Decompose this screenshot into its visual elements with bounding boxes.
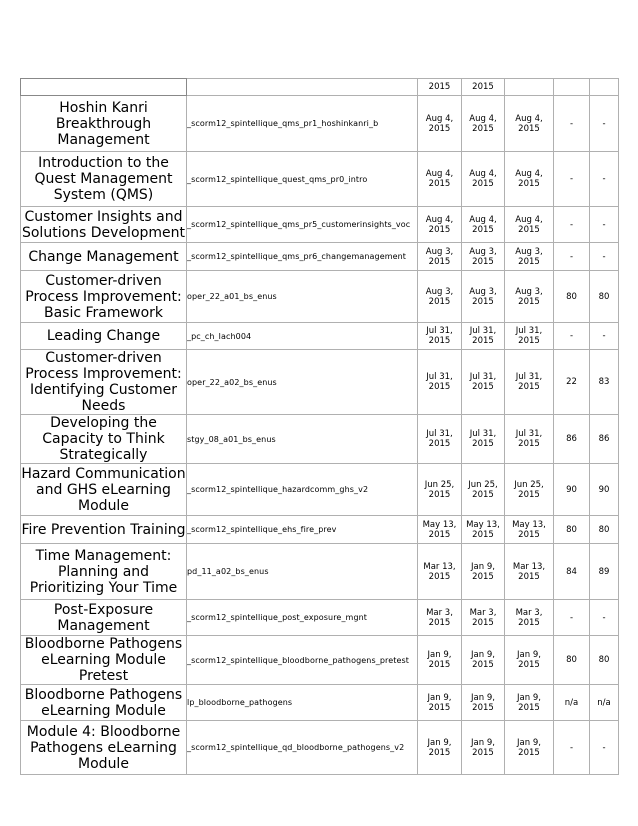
score-cell-2: - [590,600,619,636]
course-name-cell: Customer Insights and Solutions Development [21,208,186,241]
date-cell-2: Aug 3, 2015 [462,271,505,323]
course-code-cell: pd_11_a02_bs_enus [187,544,418,600]
score-cell-1: 84 [554,544,590,600]
course-name-cell: Leading Change [21,323,187,350]
course-name-cell: Hoshin Kanri Breakthrough Management [21,96,187,152]
score-cell-1: n/a [554,685,590,721]
score-cell-1: 90 [554,464,590,516]
header-year-1: 2015 [418,79,462,96]
table-row [21,243,619,271]
date-cell-2: May 13, 2015 [462,516,505,544]
date-cell-1: Aug 4, 2015 [418,152,462,207]
date-cell-3: Aug 4, 2015 [505,152,554,207]
table-row [21,271,619,323]
date-cell-1: Jan 9, 2015 [418,636,462,685]
score-cell-1: 86 [554,415,590,464]
score-cell-1: - [554,207,590,243]
course-name-cell: Developing the Capacity to Think Strategically [21,415,187,464]
course-code-cell: _scorm12_spintellique_qms_pr6_changemanagement [187,243,418,271]
course-code-cell: oper_22_a02_bs_enus [187,350,418,415]
course-code-cell: _scorm12_spintellique_ehs_fire_prev [187,516,418,544]
score-cell-1: - [554,96,590,152]
course-code-cell: _scorm12_spintellique_post_exposure_mgnt [187,600,418,636]
score-cell-2: 90 [590,464,619,516]
date-cell-1: Aug 4, 2015 [418,96,462,152]
score-cell-2: 86 [590,415,619,464]
score-cell-1: 22 [554,350,590,415]
date-cell-3: Mar 13, 2015 [505,544,554,600]
score-cell-2: - [590,96,619,152]
table-row [21,415,619,464]
score-cell-2: - [590,721,619,775]
date-cell-3: May 13, 2015 [505,516,554,544]
date-cell-2: Jun 25, 2015 [462,464,505,516]
score-cell-1: - [554,721,590,775]
score-cell-1: - [554,243,590,271]
date-cell-2: Jul 31, 2015 [462,323,505,350]
table-row [21,96,619,152]
date-cell-3: Aug 3, 2015 [505,271,554,323]
score-cell-1: - [554,323,590,350]
course-code-cell: _scorm12_spintellique_bloodborne_pathogens_pretest [187,636,418,685]
date-cell-3: Jan 9, 2015 [505,721,554,775]
score-cell-1: 80 [554,516,590,544]
course-name-cell: Post-Exposure Management [21,600,187,636]
date-cell-1: Aug 3, 2015 [418,271,462,323]
course-name-cell: Fire Prevention Training [21,516,187,544]
header-row [21,79,619,96]
header-empty-4 [554,79,590,96]
score-cell-2: 80 [590,636,619,685]
date-cell-1: Mar 13, 2015 [418,544,462,600]
table-row [21,323,619,350]
header-code-cell [187,79,418,96]
score-cell-1: 80 [554,636,590,685]
score-cell-1: - [554,600,590,636]
date-cell-2: Jan 9, 2015 [462,721,505,775]
course-code-cell: lp_bloodborne_pathogens [187,685,418,721]
course-code-cell: _scorm12_spintellique_qd_bloodborne_pathogens_v2 [187,721,418,775]
date-cell-3: Aug 4, 2015 [505,207,554,243]
course-code-cell: _pc_ch_lach004 [187,323,418,350]
date-cell-1: May 13, 2015 [418,516,462,544]
table-row [21,600,619,636]
date-cell-3: Aug 4, 2015 [505,96,554,152]
date-cell-3: Jul 31, 2015 [505,350,554,415]
date-cell-1: Jul 31, 2015 [418,323,462,350]
header-course-cell [21,79,187,96]
course-name-cell: Introduction to the Quest Management System (QMS) [21,152,187,207]
date-cell-3: Mar 3, 2015 [505,600,554,636]
course-name-cell: Customer-driven Process Improvement: Basic Framework [21,271,187,323]
score-cell-2: - [590,323,619,350]
score-cell-2: - [590,243,619,271]
course-name-cell: Module 4: Bloodborne Pathogens eLearning Module [21,721,187,775]
score-cell-2: n/a [590,685,619,721]
table-row [21,516,619,544]
table-row [21,350,619,415]
header-empty-5 [590,79,619,96]
date-cell-2: Jan 9, 2015 [462,685,505,721]
course-name-cell: Hazard Communication and GHS eLearning Module [21,465,186,514]
training-records-table [20,78,619,775]
date-cell-3: Aug 3, 2015 [505,243,554,271]
date-cell-1: Jun 25, 2015 [418,464,462,516]
course-name-cell: Change Management [21,243,187,271]
course-name-cell: Bloodborne Pathogens eLearning Module [21,685,187,721]
date-cell-2: Aug 4, 2015 [462,96,505,152]
course-name-cell: Time Management: Planning and Prioritizing Your Time [21,544,187,600]
header-empty-3 [505,79,554,96]
date-cell-2: Aug 4, 2015 [462,152,505,207]
course-code-cell: _scorm12_spintellique_qms_pr5_customerinsights_voc [187,207,418,243]
date-cell-2: Jan 9, 2015 [462,544,505,600]
table-row [21,207,619,243]
score-cell-1: 80 [554,271,590,323]
score-cell-2: - [590,207,619,243]
date-cell-1: Jul 31, 2015 [418,415,462,464]
date-cell-2: Jan 9, 2015 [462,636,505,685]
date-cell-3: Jun 25, 2015 [505,464,554,516]
date-cell-2: Mar 3, 2015 [462,600,505,636]
score-cell-2: 80 [590,516,619,544]
score-cell-2: - [590,152,619,207]
date-cell-1: Jul 31, 2015 [418,350,462,415]
course-code-cell: oper_22_a01_bs_enus [187,271,418,323]
date-cell-1: Mar 3, 2015 [418,600,462,636]
score-cell-2: 89 [590,544,619,600]
date-cell-1: Jan 9, 2015 [418,721,462,775]
table-row [21,464,619,516]
course-name-cell: Bloodborne Pathogens eLearning Module Pretest [21,636,187,685]
table-row [21,636,619,685]
course-name-cell: Customer-driven Process Improvement: Identifying Customer Needs [21,350,187,415]
date-cell-1: Aug 3, 2015 [418,243,462,271]
date-cell-3: Jan 9, 2015 [505,685,554,721]
course-code-cell: _scorm12_spintellique_hazardcomm_ghs_v2 [187,464,418,516]
date-cell-2: Aug 3, 2015 [462,243,505,271]
date-cell-1: Aug 4, 2015 [418,207,462,243]
date-cell-2: Aug 4, 2015 [462,207,505,243]
score-cell-2: 80 [590,271,619,323]
date-cell-3: Jan 9, 2015 [505,636,554,685]
table-row [21,544,619,600]
date-cell-3: Jul 31, 2015 [505,323,554,350]
date-cell-1: Jan 9, 2015 [418,685,462,721]
date-cell-3: Jul 31, 2015 [505,415,554,464]
header-year-2: 2015 [462,79,505,96]
date-cell-2: Jul 31, 2015 [462,350,505,415]
score-cell-1: - [554,152,590,207]
table-row [21,152,619,207]
course-code-cell: stgy_08_a01_bs_enus [187,415,418,464]
table-row [21,685,619,721]
course-code-cell: _scorm12_spintellique_qms_pr1_hoshinkanri_b [187,96,418,152]
table-row [21,721,619,775]
score-cell-2: 83 [590,350,619,415]
date-cell-2: Jul 31, 2015 [462,415,505,464]
course-code-cell: _scorm12_spintellique_quest_qms_pr0_intro [187,152,418,207]
